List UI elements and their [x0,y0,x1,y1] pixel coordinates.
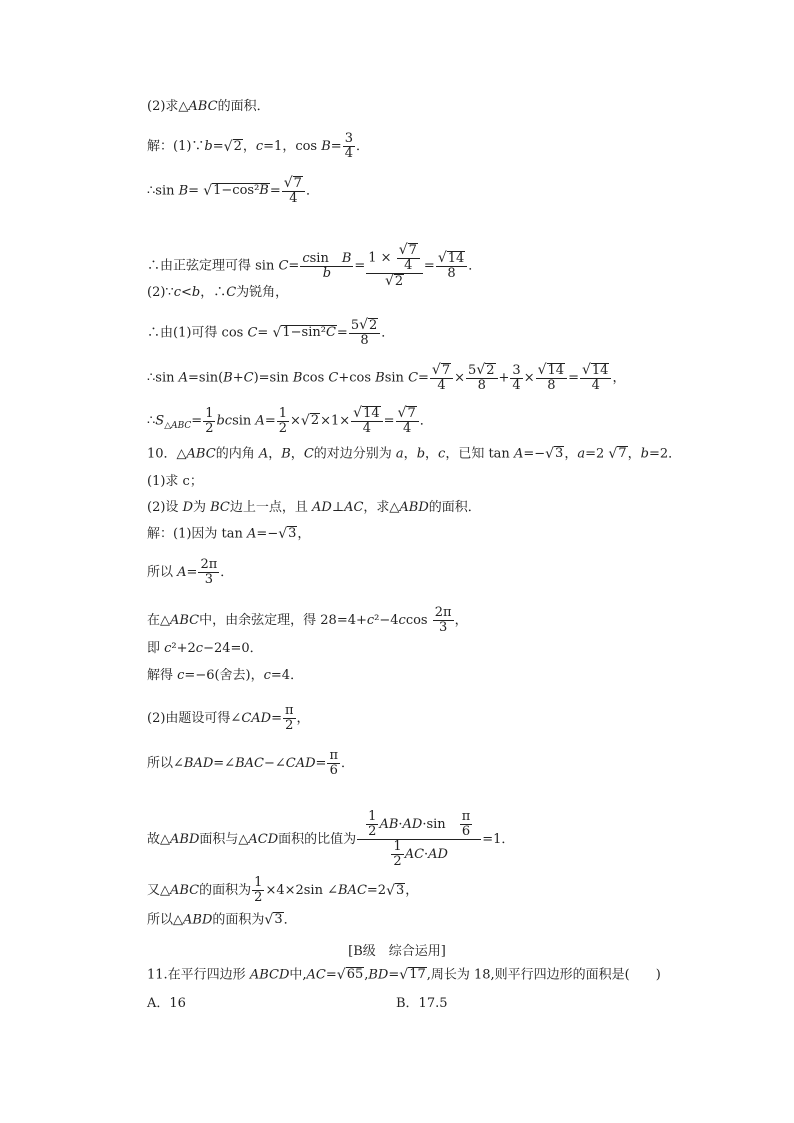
problem-10: 10．△ABC的内角 A，B，C的对边分别为 a，b，c，已知 tan A=− √ 3 ，a=2 √ 7 ，b=2． [147,446,682,462]
question-part-2: (2)求△ABC的面积． [147,99,270,114]
problem-10-part-1: (1)求 c； [147,474,203,489]
solution-sinC: ∴由正弦定理可得 sin C= $\frac{\text{csin B}}{b}$ = 1 × √ 7 4 √ 2 = √ 14 8 ． [147,242,482,289]
section-heading: [B级 综合运用] [348,944,446,959]
problem-11: 11.在平行四边形 ABCD中,AC= √ 65 ,BD= √ 17 ,周长为 18,则平行四边形的面积是( ) [147,967,661,983]
solution-10-equation: 即 c²+2c−24=0． [147,641,263,656]
solution-given: 解：(1)∵b= √ 2 ，c=1，cos B= $\frac{3}{4}$ ． [147,131,369,161]
solution-10-ABD-area: 所以△ABD的面积为 √ 3 ． [147,912,297,928]
solution-10-A: 所以 A= $\frac{2\pi}{3}$ ． [147,557,234,587]
solution-10-roots: 解得 c=−6(舍去)，c=4． [147,668,304,683]
solution-10-tanA: 解：(1)因为 tan A=− √ 3 ， [147,526,311,542]
solution-10-cosine-law: 在△ABC中，由余弦定理，得 28=4+c²−4ccos $\frac{2\pi}{3}$ ， [147,605,468,635]
option-a: A．16 [147,996,186,1011]
solution-10-ratio: 故△ABD面积与△ACD面积的比值为 $\frac{1}{2}$ AB·AD·sin $\frac{\pi}{6}$ $\frac{1}{2}$ AC·AD =1． [147,809,515,869]
solution-10-BAD: 所以∠BAD=∠BAC−∠CAD= $\frac{\pi}{6}$ ． [147,748,354,778]
problem-10-part-2: (2)设 D为 BC边上一点，且 AD⊥AC，求△ABD的面积． [147,500,481,515]
solution-area: $\therefore S_{\triangle ABC}=$ $\frac{1}{2}$ bcsin A= $\frac{1}{2}$ × √ 2 ×1× √ 14 4 = √ 7 4 ． [147,405,433,436]
option-b: B．17.5 [396,996,448,1011]
solution-10-CAD: (2)由题设可得∠CAD= $\frac{\pi}{2}$ ， [147,703,310,733]
solution-acute: (2)∵c<b，∴C为锐角， [147,285,289,300]
solution-sinB: ∴sin B= √ 1−cos²B = √ 7 4 ． [147,175,319,206]
solution-cosC: ∴由(1)可得 cos C= √ 1−sin²C = 5 √ 2 8 ． [147,317,395,348]
solution-sinA: ∴sin A=sin(B+C)=sin Bcos C+cos Bsin C= √ 7 4 × 5 √ 2 8 + $\frac{3}{4}$ × √ 14 8 = √ 14 4 ， [147,362,626,393]
solution-10-ABC-area: 又△ABC的面积为 $\frac{1}{2}$ ×4×2sin ∠BAC=2 √ 3 ， [147,875,419,905]
